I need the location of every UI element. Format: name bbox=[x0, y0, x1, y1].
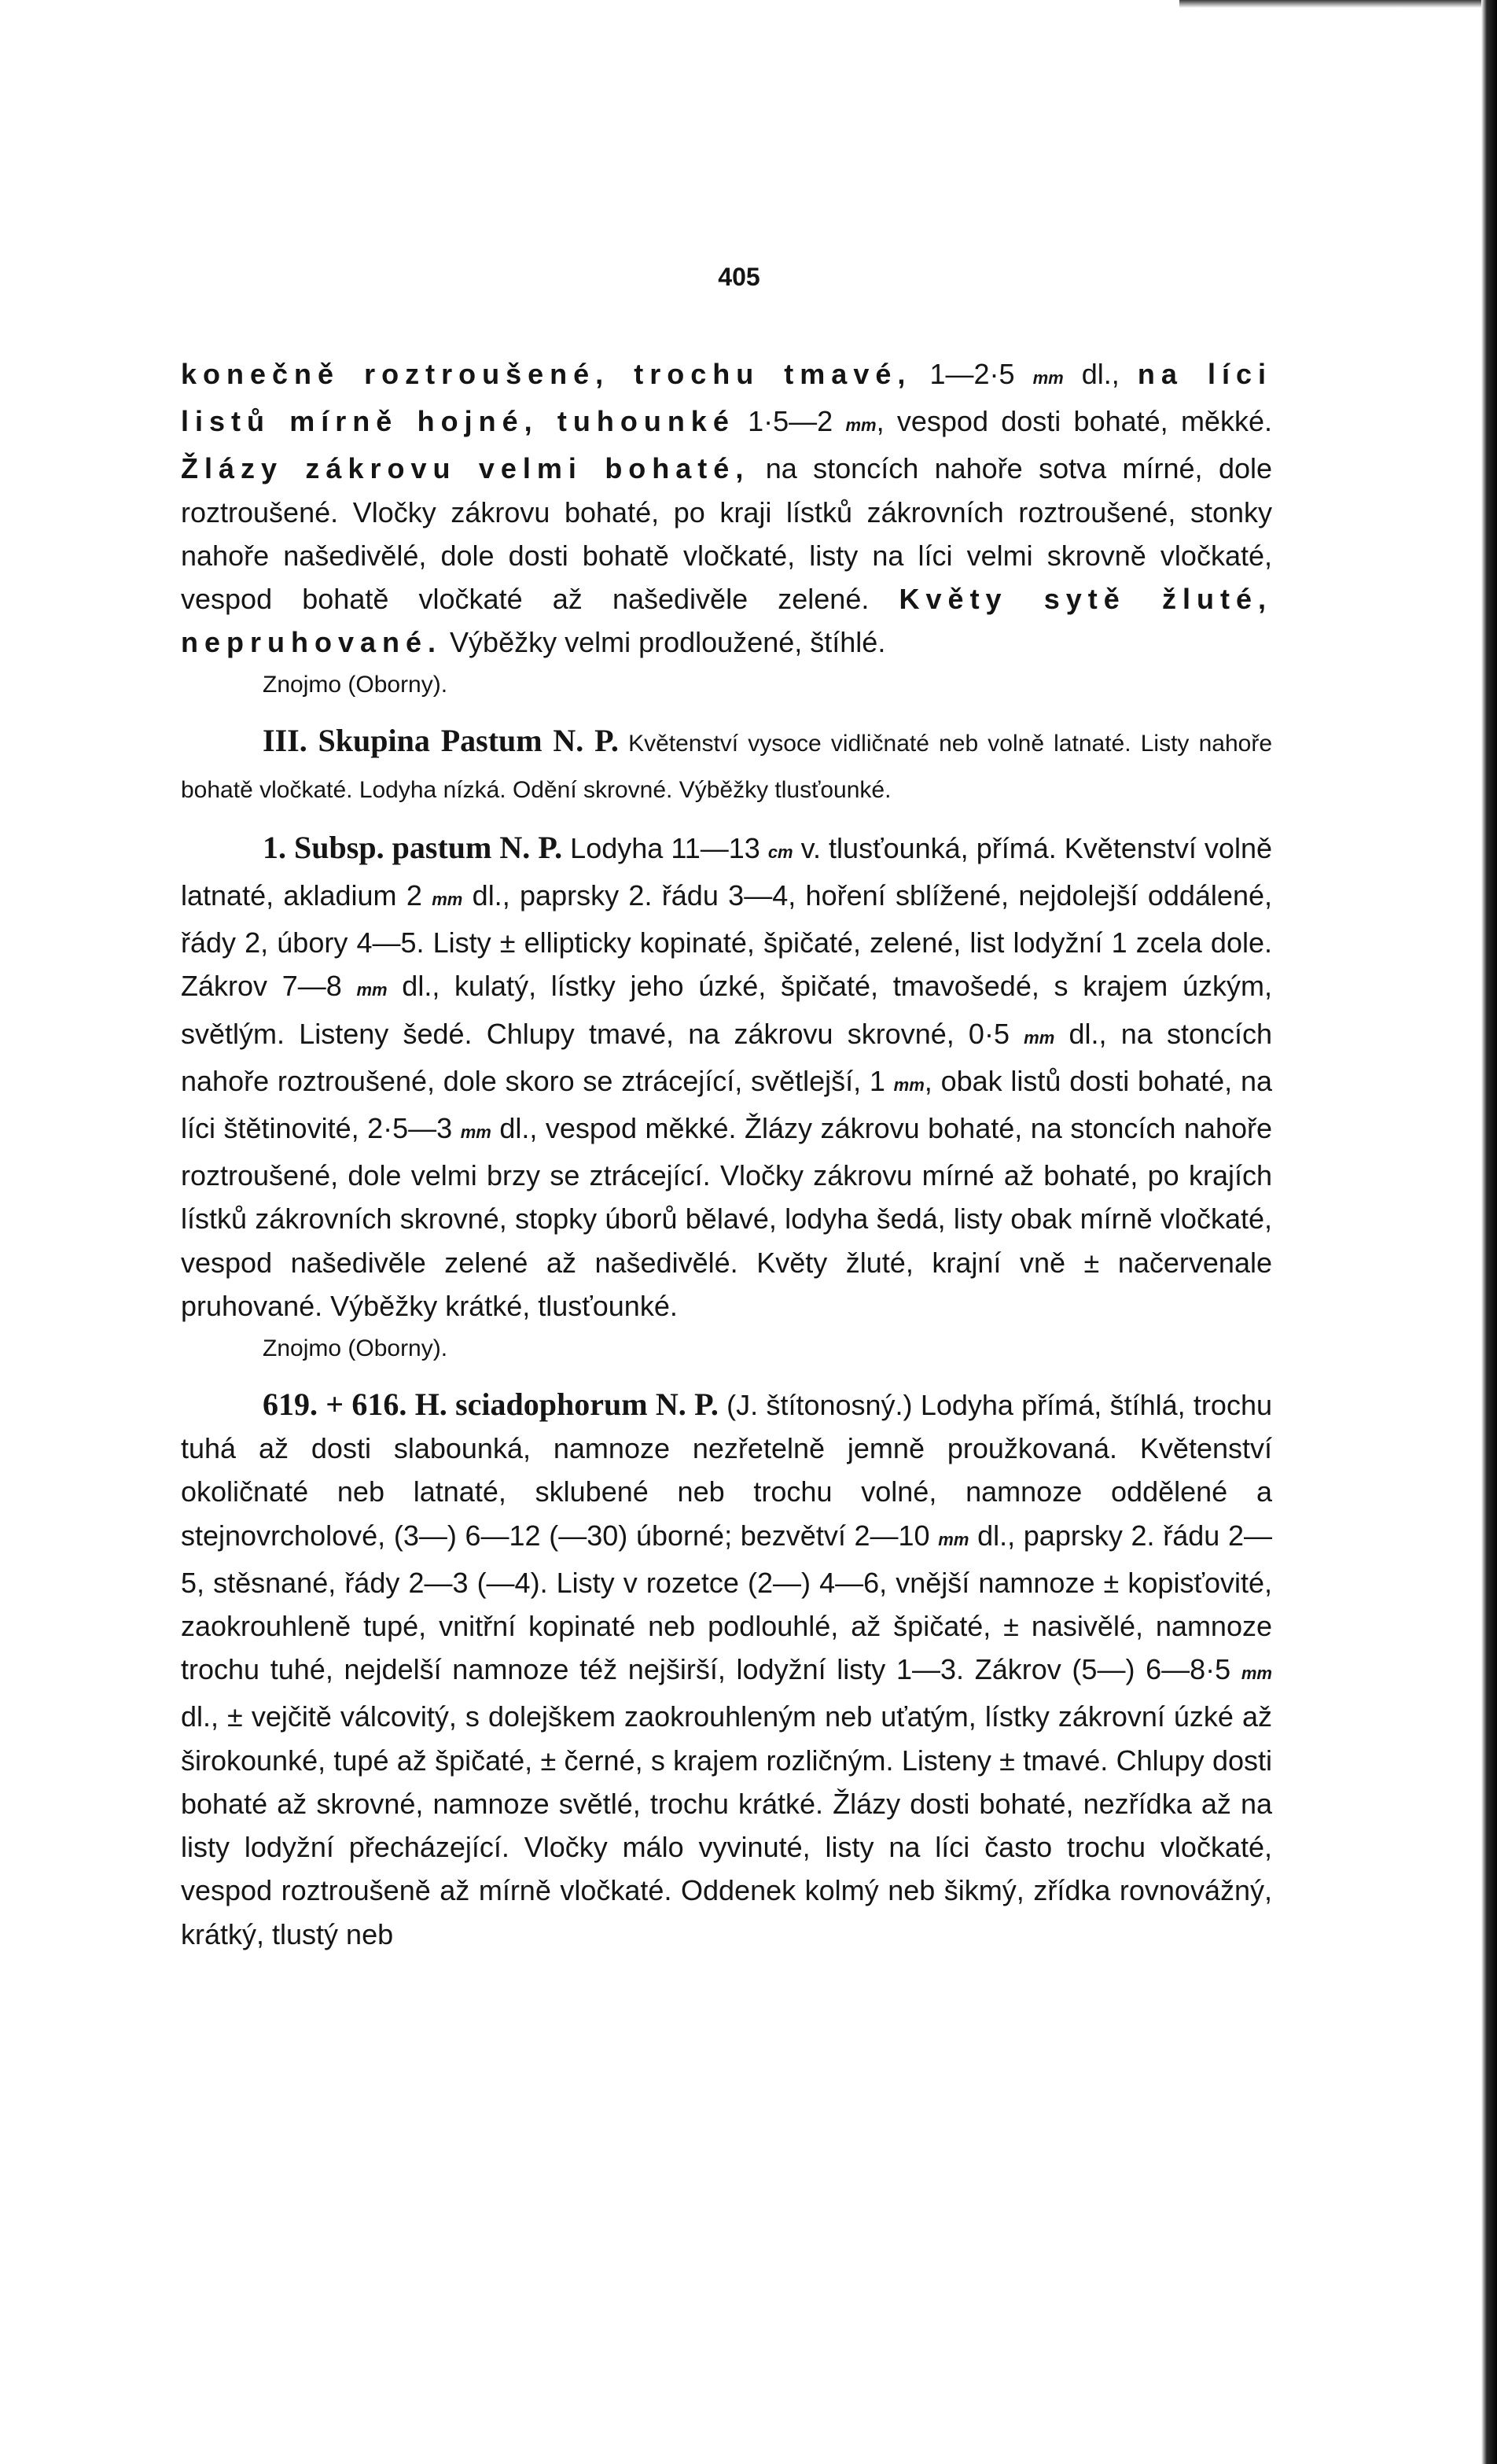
group-paragraph: III. Skupina Pastum N. P. Květenství vysoce vidličnaté neb volně latnaté. Listy nahoře bohatě vločkaté. Lodyha nízká. Odění skrovné. Výběžky tlusťounké. bbox=[181, 723, 1273, 803]
spaced-text: konečně roztroušené, trochu tmavé, bbox=[181, 358, 912, 390]
paragraph-continued-description: konečně roztroušené, trochu tmavé, 1—2·5 mm dl., na líci listů mírně hojné, tuhounké 1·5—2 mm, vespod dosti bohaté, měkké. Žlázy zákrovu velmi bohaté, na stoncích nahoře sotva mírné, dole roztroušené. Vločky zákrovu bohaté, po kraji lístků zákrovních roztroušené, stonky nahoře našedivělé, dole dosti bohatě vločkaté, listy na líci velmi skrovně vločkaté, vespod bohatě vločkaté až našedivěle zelené. Květy sytě žluté, nepruhované. Výběžky velmi prodloužené, štíhlé. bbox=[181, 358, 1273, 659]
unit: mm bbox=[938, 1529, 969, 1549]
unit: mm bbox=[432, 889, 463, 910]
subspecies-paragraph: 1. Subsp. pastum N. P. Lodyha 11—13 cm v. tlusťounká, přímá. Květenství volně latnaté, akladium 2 mm dl., paprsky 2. řádu 3—4, hoření sblížené, nejdolejší oddálené, řády 2, úbory 4—5. Listy ± ellipticky kopinaté, špičaté, zelené, list lodyžní 1 zcela dole. Zákrov 7—8 mm dl., kulatý, lístky jeho úzké, špičaté, tmavošedé, s krajem úzkým, světlým. Listeny šedé. Chlupy tmavé, na zákrovu skrovné, 0·5 mm dl., na stoncích nahoře roztroušené, dole skoro se ztrácející, světlejší, 1 mm, obak listů dosti bohaté, na líci štětinovité, 2·5—3 mm dl., vespod měkké. Žlázy zákrovu bohaté, na stoncích nahoře roztroušené, dole velmi brzy se ztrácející. Vločky zákrovu mírné až bohaté, po krajích lístků zákrovních skrovné, stopky úborů bělavé, lodyha šedá, listy obak mírně vločkaté, vespod našedivěle zelené až našedivělé. Květy žluté, krajní vně ± načervenale pruhované. Výběžky krátké, tlusťounké. bbox=[181, 829, 1273, 1322]
spaced-text: Žlázy zákrovu velmi bohaté, bbox=[181, 452, 750, 485]
unit: mm bbox=[1241, 1663, 1272, 1684]
unit: mm bbox=[1024, 1027, 1055, 1048]
unit: mm bbox=[1032, 368, 1064, 388]
species-heading: 619. + 616. H. sciadophorum N. P. bbox=[263, 1387, 719, 1423]
locality-note: Znojmo (Oborny). bbox=[263, 1335, 448, 1362]
spaced-text: na líci listů mírně hojné, tuhounké bbox=[181, 358, 1272, 438]
unit: cm bbox=[767, 842, 793, 862]
unit: mm bbox=[845, 415, 877, 436]
page-number: 405 bbox=[718, 263, 760, 291]
scan-edge-top bbox=[1179, 0, 1481, 8]
page-body bbox=[181, 352, 1272, 1956]
subspecies-heading: 1. Subsp. pastum N. P. bbox=[263, 829, 563, 865]
locality-note: Znojmo (Oborny). bbox=[263, 672, 448, 698]
unit: mm bbox=[356, 980, 388, 1000]
spaced-text: Květy sytě žluté, nepruhované. bbox=[181, 583, 1272, 659]
scan-edge-right bbox=[1481, 0, 1497, 2464]
unit: mm bbox=[460, 1122, 491, 1143]
group-heading: III. Skupina Pastum N. P. bbox=[263, 723, 619, 759]
species-paragraph: 619. + 616. H. sciadophorum N. P. (J. štítonosný.) Lodyha přímá, štíhlá, trochu tuhá až dosti slabounká, namnoze nezřetelně jemně proužkovaná. Květenství okoličnaté neb latnaté, sklubené neb trochu volné, namnoze oddělené a stejnovrcholové, (3—) 6—12 (—30) úborné; bezvětví 2—10 mm dl., paprsky 2. řádu 2—5, stěsnané, řády 2—3 (—4). Listy v rozetce (2—) 4—6, vnější namnoze ± kopisťovité, zaokrouhleně tupé, vnitřní kopinaté neb podlouhlé, až špičaté, ± nasivělé, namnoze trochu tuhé, nejdelší namnoze též nejširší, lodyžní listy 1—3. Zákrov (5—) 6—8·5 mm dl., ± vejčitě válcovitý, s dolejškem zaokrouhleným neb uťatým, lístky zákrovní úzké až širokounké, tupé až špičaté, ± černé, s krajem rozličným. Listeny ± tmavé. Chlupy dosti bohaté až skrovné, namnoze světlé, trochu krátké. Žlázy dosti bohaté, nezřídka až na listy lodyžní přecházející. Vločky málo vyvinuté, listy na líci často trochu vločkaté, vespod roztroušeně až mírně vločkaté. Oddenek kolmý neb šikmý, zřídka rovnovážný, krátký, tlustý neb bbox=[181, 1387, 1272, 1950]
unit: mm bbox=[893, 1074, 925, 1095]
